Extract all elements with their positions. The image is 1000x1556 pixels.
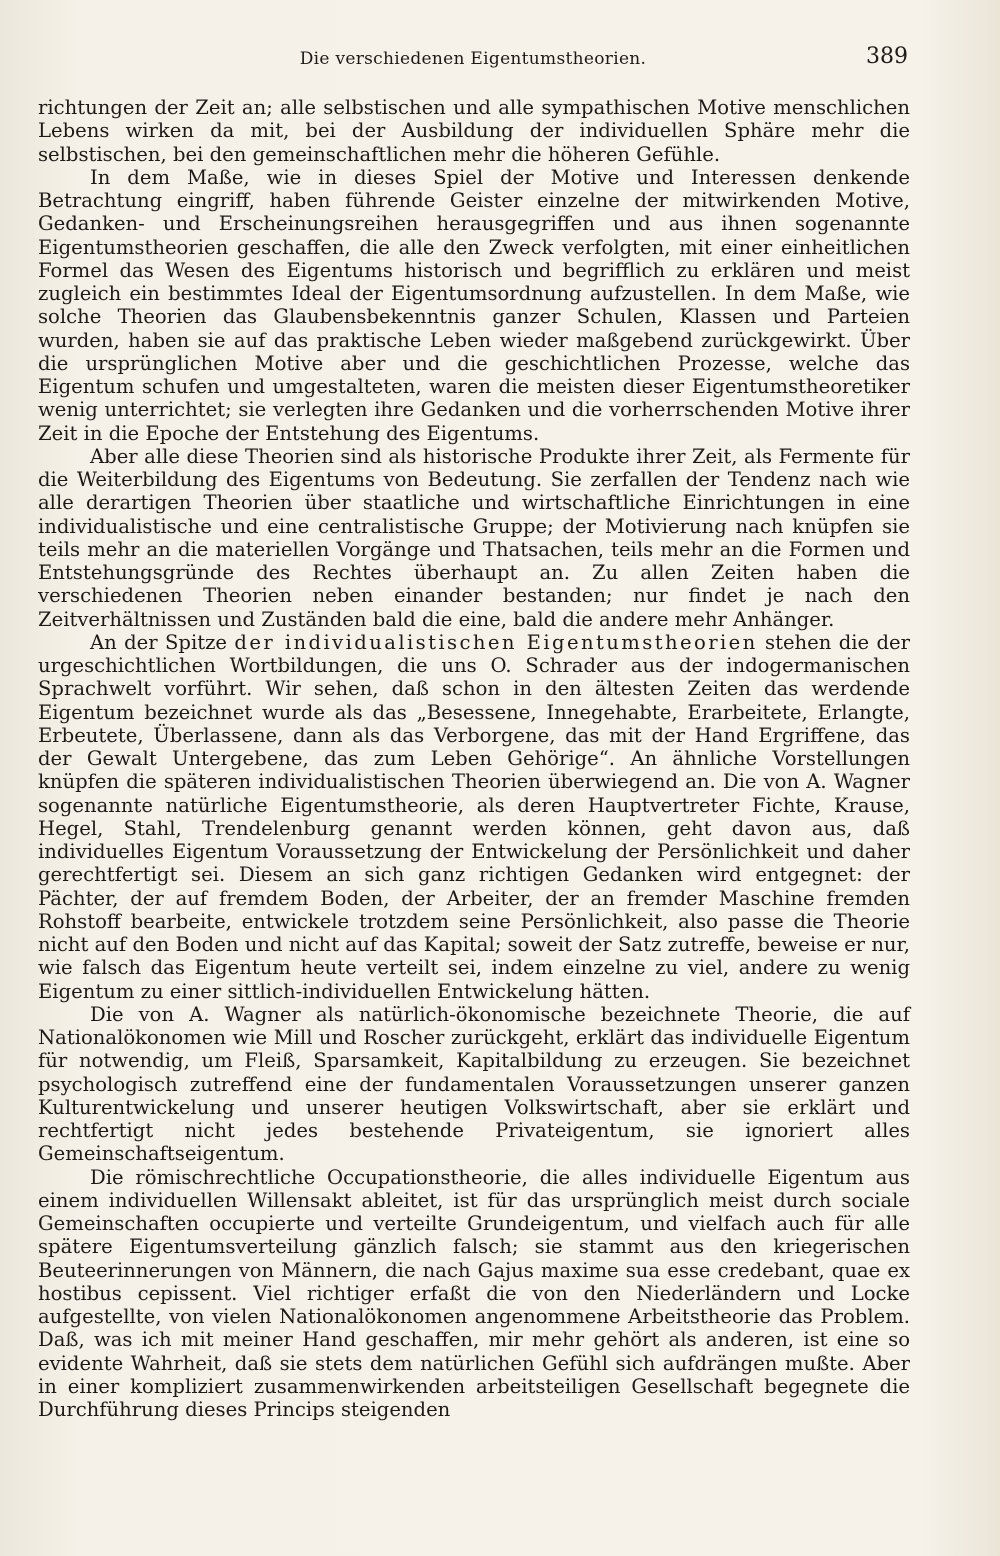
page-header [38, 44, 908, 74]
paragraph-2: In dem Maße, wie in dieses Spiel der Motive und Interessen denkende Betrachtung eingriff, haben führende Geister einzelne der mitwirkenden Motive, Gedanken- und Erscheinungsreihen herausgegriffen und aus ihnen sogenannte Eigentumstheorien geschaffen, die alle den Zweck verfolgten, mit einer einheitlichen Formel das Wesen des Eigentums historisch und begrifflich zu erklären und meist zugleich ein bestimmtes Ideal der Eigentumsordnung aufzustellen. In dem Maße, wie solche Theorien das Glaubensbekenntnis ganzer Schulen, Klassen und Parteien wurden, haben sie auf das praktische Leben wieder maßgebend zurückgewirkt. Über die ursprünglichen Motive aber und die geschichtlichen Prozesse, welche das Eigentum schufen und umgestalteten, waren die meisten dieser Eigentumstheoretiker wenig unterrichtet; sie verlegten ihre Gedanken und die vorherrschenden Motive ihrer Zeit in die Epoche der Entstehung des Eigentums. [38, 165, 910, 445]
paragraph-4 [38, 631, 910, 1003]
paragraph-5: Die von A. Wagner als natürlich-ökonomische bezeichnete Theorie, die auf Nationalökonomen wie Mill und Roscher zurückgeht, erklärt das individuelle Eigentum für notwendig, um Fleiß, Sparsamkeit, Kapitalbildung zu erzeugen. Sie bezeichnet psychologisch zutreffend eine der fundamentalen Voraussetzungen unserer ganzen Kulturentwickelung und unserer heutigen Volkswirtschaft, aber sie erklärt und rechtfertigt nicht jedes bestehende Privateigentum, sie ignoriert alles Gemeinschaftseigentum. [38, 1002, 910, 1166]
running-head: Die verschiedenen Eigentumstheorien. [299, 49, 647, 69]
paragraph-4-rest: stehen die der urgeschichtlichen Wortbildungen, die uns O. Schrader aus der indogermanischen Sprachwelt vorführt. Wir sehen, daß schon in den ältesten Zeiten das werdende Eigentum bezeichnet wurde als das „Besessene, Innegehabte, Erarbeitete, Erlangte, Erbeutete, Überlassene, dann als das Verborgene, das mit der Hand Ergriffene, das der Gewalt Untergebene, das zum Leben Gehörige“. An ähnliche Vorstellungen knüpfen die späteren individualistischen Theorien überwiegend an. Die von A. Wagner sogenannte natürliche Eigentumstheorie, als deren Hauptvertreter Fichte, Krause, Hegel, Stahl, Trendelenburg genannt werden können, geht davon aus, daß individuelles Eigentum Voraussetzung der Entwickelung der Persönlichkeit und daher gerechtfertigt sei. Diesem an sich ganz richtigen Gedanken wird entgegnet: der Pächter, der auf fremdem Boden, der Arbeiter, der an fremder Maschine fremden Rohstoff bearbeite, entwickele trotzdem seine Persönlichkeit, also passe die Theorie nicht auf den Boden und nicht auf das Kapital; soweit der Satz zutreffe, beweise er nur, wie falsch das Eigentum heute verteilt sei, indem einzelne zu viel, andere zu wenig Eigentum zu einer sittlich-individuellen Entwickelung hätten. [38, 630, 911, 1003]
body-text [38, 96, 910, 1421]
paragraph-6: Die römischrechtliche Occupationstheorie, die alles individuelle Eigentum aus einem individuellen Willensakt ableitet, ist für das ursprünglich meist durch sociale Gemeinschaften occupierte und verteilte Grundeigentum, und vielfach auch für alle spätere Eigentumsverteilung gänzlich falsch; sie stammt aus den kriegerischen Beuteerinnerungen von Männern, die nach Gajus maxime sua esse credebant, quae ex hostibus cepissent. Viel richtiger erfaßt die von den Niederländern und Locke aufgestellte, von vielen Nationalökonomen angenommene Arbeitstheorie das Problem. Daß, was ich mit meiner Hand geschaffen, mir mehr gehört als anderen, ist eine so evidente Wahrheit, daß sie stets dem natürlichen Gefühl sich aufdrängen mußte. Aber in einer kompliziert zusammenwirkenden arbeitsteiligen Gesellschaft begegnete die Durchführung dieses Princips steigenden [38, 1165, 910, 1421]
paragraph-3: Aber alle diese Theorien sind als historische Produkte ihrer Zeit, als Fermente für die Weiterbildung des Eigentums von Bedeutung. Sie zerfallen der Tendenz nach wie alle derartigen Theorien über staatliche und wirtschaftliche Einrichtungen in eine individualistische und eine centralistische Gruppe; der Motivierung nach knüpfen sie teils mehr an die materiellen Vorgänge und Thatsachen, teils mehr an die Formen und Entstehungsgründe des Rechtes überhaupt an. Zu allen Zeiten haben die verschiedenen Theorien neben einander bestanden; nur findet je nach den Zeitverhältnissen und Zuständen bald die eine, bald die andere mehr Anhänger. [38, 444, 910, 631]
spaced-emphasis: der individualistischen Eigentumstheorien [234, 630, 758, 654]
paragraph-4-start: An der Spitze [90, 630, 235, 654]
paragraph-1: richtungen der Zeit an; alle selbstischen und alle sympathischen Motive menschlichen Lebens wirken da mit, bei der Ausbildung der individuellen Sphäre mehr die selbstischen, bei den gemeinschaftlichen mehr die höheren Gefühle. [38, 96, 910, 166]
page-number: 389 [866, 44, 908, 69]
